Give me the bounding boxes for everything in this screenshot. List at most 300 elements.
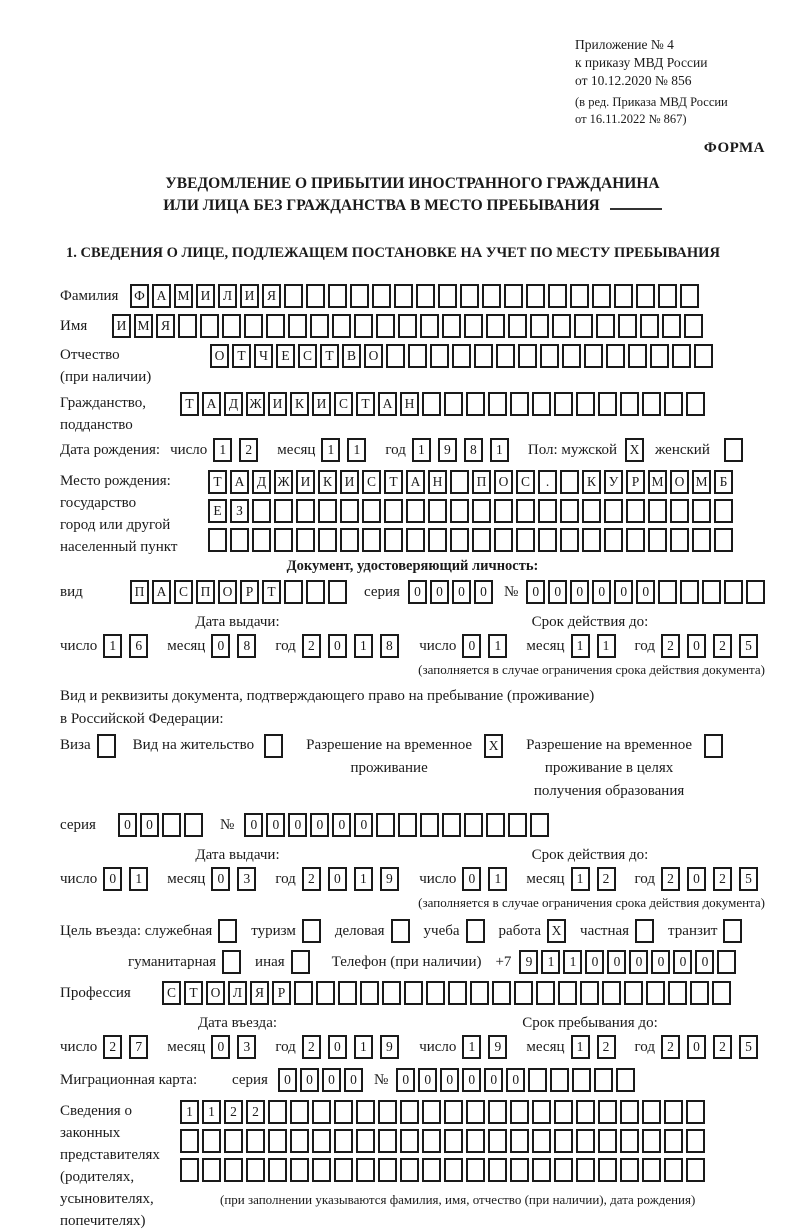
- char-box[interactable]: [450, 528, 469, 552]
- char-box[interactable]: [444, 1100, 463, 1124]
- char-box[interactable]: [554, 392, 573, 416]
- char-box[interactable]: [598, 392, 617, 416]
- char-box[interactable]: Л: [218, 284, 237, 308]
- char-box[interactable]: [554, 1129, 573, 1153]
- char-box[interactable]: [494, 499, 513, 523]
- char-box[interactable]: [488, 1100, 507, 1124]
- char-box[interactable]: 0: [118, 813, 137, 837]
- char-box[interactable]: 0: [462, 634, 481, 658]
- char-box[interactable]: [318, 499, 337, 523]
- char-box[interactable]: Л: [228, 981, 247, 1005]
- char-box[interactable]: [694, 344, 713, 368]
- char-box[interactable]: 0: [484, 1068, 503, 1092]
- char-box[interactable]: [428, 499, 447, 523]
- char-box[interactable]: 1: [571, 867, 590, 891]
- char-box[interactable]: [472, 528, 491, 552]
- char-box[interactable]: 0: [506, 1068, 525, 1092]
- char-box[interactable]: [316, 981, 335, 1005]
- char-box[interactable]: [724, 438, 743, 462]
- char-box[interactable]: [422, 1100, 441, 1124]
- char-box[interactable]: А: [152, 284, 171, 308]
- char-box[interactable]: И: [112, 314, 131, 338]
- char-box[interactable]: [532, 1129, 551, 1153]
- char-box[interactable]: [642, 392, 661, 416]
- char-box[interactable]: [504, 284, 523, 308]
- char-box[interactable]: 0: [211, 634, 230, 658]
- char-box[interactable]: 2: [302, 634, 321, 658]
- char-box[interactable]: 8: [237, 634, 256, 658]
- char-box[interactable]: 0: [328, 1035, 347, 1059]
- char-box[interactable]: [486, 813, 505, 837]
- char-box[interactable]: О: [670, 470, 689, 494]
- char-box[interactable]: О: [218, 580, 237, 604]
- char-box[interactable]: 0: [211, 867, 230, 891]
- char-box[interactable]: 0: [592, 580, 611, 604]
- char-box[interactable]: [570, 284, 589, 308]
- char-box[interactable]: З: [230, 499, 249, 523]
- char-box[interactable]: [406, 528, 425, 552]
- char-box[interactable]: [372, 284, 391, 308]
- char-box[interactable]: [290, 1100, 309, 1124]
- char-box[interactable]: [284, 580, 303, 604]
- char-box[interactable]: [378, 1158, 397, 1182]
- char-box[interactable]: Е: [208, 499, 227, 523]
- char-box[interactable]: [560, 470, 579, 494]
- char-box[interactable]: [516, 528, 535, 552]
- char-box[interactable]: [162, 813, 181, 837]
- char-box[interactable]: 1: [597, 634, 616, 658]
- char-box[interactable]: [692, 528, 711, 552]
- char-box[interactable]: [328, 284, 347, 308]
- char-box[interactable]: 9: [380, 1035, 399, 1059]
- char-box[interactable]: 5: [739, 1035, 758, 1059]
- char-box[interactable]: [274, 499, 293, 523]
- char-box[interactable]: [714, 499, 733, 523]
- char-box[interactable]: [334, 1129, 353, 1153]
- char-box[interactable]: 0: [328, 867, 347, 891]
- char-box[interactable]: 0: [673, 950, 692, 974]
- char-box[interactable]: [290, 1158, 309, 1182]
- char-box[interactable]: [296, 499, 315, 523]
- char-box[interactable]: [642, 1158, 661, 1182]
- char-box[interactable]: [350, 284, 369, 308]
- char-box[interactable]: [518, 344, 537, 368]
- char-box[interactable]: [356, 1100, 375, 1124]
- char-box[interactable]: [664, 1129, 683, 1153]
- char-box[interactable]: [464, 314, 483, 338]
- char-box[interactable]: С: [516, 470, 535, 494]
- char-box[interactable]: [266, 314, 285, 338]
- char-box[interactable]: 0: [344, 1068, 363, 1092]
- char-box[interactable]: 0: [687, 634, 706, 658]
- char-box[interactable]: [554, 1100, 573, 1124]
- char-box[interactable]: П: [472, 470, 491, 494]
- char-box[interactable]: [202, 1158, 221, 1182]
- char-box[interactable]: 0: [636, 580, 655, 604]
- char-box[interactable]: 0: [570, 580, 589, 604]
- char-box[interactable]: [438, 284, 457, 308]
- char-box[interactable]: А: [152, 580, 171, 604]
- char-box[interactable]: [448, 981, 467, 1005]
- char-box[interactable]: 2: [597, 867, 616, 891]
- char-box[interactable]: [360, 981, 379, 1005]
- char-box[interactable]: [664, 1100, 683, 1124]
- char-box[interactable]: 0: [629, 950, 648, 974]
- char-box[interactable]: 2: [713, 1035, 732, 1059]
- char-box[interactable]: [334, 1100, 353, 1124]
- char-box[interactable]: X: [547, 919, 566, 943]
- char-box[interactable]: 1: [213, 438, 232, 462]
- char-box[interactable]: [376, 813, 395, 837]
- char-box[interactable]: [492, 981, 511, 1005]
- char-box[interactable]: X: [625, 438, 644, 462]
- char-box[interactable]: 9: [380, 867, 399, 891]
- char-box[interactable]: [648, 499, 667, 523]
- char-box[interactable]: [268, 1100, 287, 1124]
- char-box[interactable]: Я: [250, 981, 269, 1005]
- char-box[interactable]: И: [240, 284, 259, 308]
- char-box[interactable]: 0: [322, 1068, 341, 1092]
- char-box[interactable]: 1: [103, 634, 122, 658]
- char-box[interactable]: [496, 344, 515, 368]
- char-box[interactable]: [312, 1158, 331, 1182]
- char-box[interactable]: [510, 1158, 529, 1182]
- char-box[interactable]: [422, 1129, 441, 1153]
- char-box[interactable]: [662, 314, 681, 338]
- char-box[interactable]: 9: [488, 1035, 507, 1059]
- char-box[interactable]: И: [340, 470, 359, 494]
- char-box[interactable]: Т: [262, 580, 281, 604]
- char-box[interactable]: [340, 499, 359, 523]
- char-box[interactable]: [640, 314, 659, 338]
- char-box[interactable]: 3: [237, 1035, 256, 1059]
- char-box[interactable]: [378, 1129, 397, 1153]
- char-box[interactable]: С: [162, 981, 181, 1005]
- char-box[interactable]: 6: [129, 634, 148, 658]
- char-box[interactable]: [384, 528, 403, 552]
- char-box[interactable]: [576, 392, 595, 416]
- char-box[interactable]: [274, 528, 293, 552]
- char-box[interactable]: 1: [354, 867, 373, 891]
- char-box[interactable]: И: [196, 284, 215, 308]
- char-box[interactable]: [444, 392, 463, 416]
- char-box[interactable]: 3: [237, 867, 256, 891]
- char-box[interactable]: [582, 528, 601, 552]
- char-box[interactable]: [208, 528, 227, 552]
- char-box[interactable]: 0: [440, 1068, 459, 1092]
- char-box[interactable]: [704, 734, 723, 758]
- char-box[interactable]: [692, 499, 711, 523]
- char-box[interactable]: А: [406, 470, 425, 494]
- char-box[interactable]: [724, 580, 743, 604]
- char-box[interactable]: 2: [246, 1100, 265, 1124]
- char-box[interactable]: 0: [462, 867, 481, 891]
- char-box[interactable]: [362, 528, 381, 552]
- char-box[interactable]: Т: [180, 392, 199, 416]
- char-box[interactable]: С: [174, 580, 193, 604]
- char-box[interactable]: [604, 528, 623, 552]
- char-box[interactable]: 0: [300, 1068, 319, 1092]
- char-box[interactable]: [635, 919, 654, 943]
- char-box[interactable]: 0: [585, 950, 604, 974]
- char-box[interactable]: [646, 981, 665, 1005]
- char-box[interactable]: 8: [380, 634, 399, 658]
- char-box[interactable]: [650, 344, 669, 368]
- char-box[interactable]: [180, 1129, 199, 1153]
- char-box[interactable]: [576, 1129, 595, 1153]
- char-box[interactable]: [562, 344, 581, 368]
- char-box[interactable]: 5: [739, 634, 758, 658]
- char-box[interactable]: [670, 499, 689, 523]
- char-box[interactable]: [384, 499, 403, 523]
- char-box[interactable]: [202, 1129, 221, 1153]
- char-box[interactable]: [604, 499, 623, 523]
- char-box[interactable]: 9: [438, 438, 457, 462]
- char-box[interactable]: [420, 813, 439, 837]
- char-box[interactable]: [602, 981, 621, 1005]
- char-box[interactable]: С: [298, 344, 317, 368]
- char-box[interactable]: [306, 580, 325, 604]
- char-box[interactable]: 1: [412, 438, 431, 462]
- char-box[interactable]: [294, 981, 313, 1005]
- char-box[interactable]: [252, 499, 271, 523]
- char-box[interactable]: [714, 528, 733, 552]
- char-box[interactable]: 2: [224, 1100, 243, 1124]
- char-box[interactable]: Т: [384, 470, 403, 494]
- char-box[interactable]: [620, 392, 639, 416]
- char-box[interactable]: 2: [661, 1035, 680, 1059]
- char-box[interactable]: [442, 813, 461, 837]
- char-box[interactable]: [184, 813, 203, 837]
- char-box[interactable]: [642, 1100, 661, 1124]
- char-box[interactable]: Т: [184, 981, 203, 1005]
- char-box[interactable]: П: [130, 580, 149, 604]
- char-box[interactable]: [550, 1068, 569, 1092]
- char-box[interactable]: [466, 919, 485, 943]
- char-box[interactable]: 8: [464, 438, 483, 462]
- char-box[interactable]: [224, 1158, 243, 1182]
- char-box[interactable]: [530, 314, 549, 338]
- char-box[interactable]: [658, 580, 677, 604]
- char-box[interactable]: [376, 314, 395, 338]
- char-box[interactable]: [532, 1100, 551, 1124]
- char-box[interactable]: Т: [356, 392, 375, 416]
- char-box[interactable]: [598, 1158, 617, 1182]
- char-box[interactable]: [648, 528, 667, 552]
- char-box[interactable]: [356, 1129, 375, 1153]
- char-box[interactable]: 2: [302, 867, 321, 891]
- char-box[interactable]: П: [196, 580, 215, 604]
- char-box[interactable]: [580, 981, 599, 1005]
- char-box[interactable]: 2: [661, 634, 680, 658]
- char-box[interactable]: 1: [563, 950, 582, 974]
- char-box[interactable]: [460, 284, 479, 308]
- char-box[interactable]: 0: [548, 580, 567, 604]
- char-box[interactable]: Т: [232, 344, 251, 368]
- char-box[interactable]: 1: [347, 438, 366, 462]
- char-box[interactable]: [582, 499, 601, 523]
- char-box[interactable]: [552, 314, 571, 338]
- char-box[interactable]: 2: [713, 634, 732, 658]
- char-box[interactable]: [592, 284, 611, 308]
- char-box[interactable]: [246, 1129, 265, 1153]
- char-box[interactable]: Т: [208, 470, 227, 494]
- char-box[interactable]: [452, 344, 471, 368]
- char-box[interactable]: [614, 284, 633, 308]
- char-box[interactable]: К: [582, 470, 601, 494]
- char-box[interactable]: [620, 1100, 639, 1124]
- char-box[interactable]: [404, 981, 423, 1005]
- char-box[interactable]: 0: [278, 1068, 297, 1092]
- char-box[interactable]: [560, 499, 579, 523]
- char-box[interactable]: [332, 314, 351, 338]
- char-box[interactable]: [218, 919, 237, 943]
- char-box[interactable]: К: [318, 470, 337, 494]
- char-box[interactable]: [264, 734, 283, 758]
- char-box[interactable]: 0: [430, 580, 449, 604]
- char-box[interactable]: 0: [651, 950, 670, 974]
- char-box[interactable]: 0: [695, 950, 714, 974]
- char-box[interactable]: [526, 284, 545, 308]
- char-box[interactable]: [686, 1100, 705, 1124]
- char-box[interactable]: 1: [354, 1035, 373, 1059]
- char-box[interactable]: [97, 734, 116, 758]
- char-box[interactable]: 1: [488, 634, 507, 658]
- char-box[interactable]: С: [334, 392, 353, 416]
- char-box[interactable]: 0: [474, 580, 493, 604]
- char-box[interactable]: [246, 1158, 265, 1182]
- char-box[interactable]: [680, 284, 699, 308]
- char-box[interactable]: [470, 981, 489, 1005]
- char-box[interactable]: [620, 1158, 639, 1182]
- char-box[interactable]: [628, 344, 647, 368]
- char-box[interactable]: [230, 528, 249, 552]
- char-box[interactable]: [618, 314, 637, 338]
- char-box[interactable]: [712, 981, 731, 1005]
- char-box[interactable]: Е: [276, 344, 295, 368]
- char-box[interactable]: Н: [428, 470, 447, 494]
- char-box[interactable]: 7: [129, 1035, 148, 1059]
- char-box[interactable]: 0: [462, 1068, 481, 1092]
- char-box[interactable]: [291, 950, 310, 974]
- char-box[interactable]: [528, 1068, 547, 1092]
- char-box[interactable]: [530, 813, 549, 837]
- char-box[interactable]: А: [230, 470, 249, 494]
- char-box[interactable]: [540, 344, 559, 368]
- char-box[interactable]: [672, 344, 691, 368]
- char-box[interactable]: Р: [240, 580, 259, 604]
- char-box[interactable]: И: [296, 470, 315, 494]
- char-box[interactable]: [626, 528, 645, 552]
- char-box[interactable]: [472, 499, 491, 523]
- char-box[interactable]: [596, 314, 615, 338]
- char-box[interactable]: [422, 392, 441, 416]
- char-box[interactable]: 0: [452, 580, 471, 604]
- char-box[interactable]: В: [342, 344, 361, 368]
- char-box[interactable]: Ф: [130, 284, 149, 308]
- char-box[interactable]: А: [378, 392, 397, 416]
- char-box[interactable]: [312, 1100, 331, 1124]
- char-box[interactable]: [690, 981, 709, 1005]
- char-box[interactable]: [558, 981, 577, 1005]
- char-box[interactable]: [466, 1158, 485, 1182]
- char-box[interactable]: [494, 528, 513, 552]
- char-box[interactable]: [466, 392, 485, 416]
- char-box[interactable]: 2: [597, 1035, 616, 1059]
- char-box[interactable]: [386, 344, 405, 368]
- char-box[interactable]: 0: [310, 813, 329, 837]
- char-box[interactable]: О: [210, 344, 229, 368]
- char-box[interactable]: О: [206, 981, 225, 1005]
- char-box[interactable]: Д: [224, 392, 243, 416]
- char-box[interactable]: [268, 1158, 287, 1182]
- char-box[interactable]: [516, 499, 535, 523]
- char-box[interactable]: 1: [354, 634, 373, 658]
- char-box[interactable]: 1: [490, 438, 509, 462]
- char-box[interactable]: 1: [202, 1100, 221, 1124]
- char-box[interactable]: 0: [140, 813, 159, 837]
- char-box[interactable]: .: [538, 470, 557, 494]
- char-box[interactable]: [428, 528, 447, 552]
- char-box[interactable]: [222, 950, 241, 974]
- char-box[interactable]: [560, 528, 579, 552]
- char-box[interactable]: [572, 1068, 591, 1092]
- char-box[interactable]: [532, 392, 551, 416]
- char-box[interactable]: [244, 314, 263, 338]
- char-box[interactable]: 0: [103, 867, 122, 891]
- char-box[interactable]: О: [364, 344, 383, 368]
- char-box[interactable]: [416, 284, 435, 308]
- char-box[interactable]: [312, 1129, 331, 1153]
- char-box[interactable]: [488, 1129, 507, 1153]
- char-box[interactable]: А: [202, 392, 221, 416]
- char-box[interactable]: [723, 919, 742, 943]
- char-box[interactable]: [394, 284, 413, 308]
- char-box[interactable]: 0: [614, 580, 633, 604]
- char-box[interactable]: [444, 1158, 463, 1182]
- char-box[interactable]: [354, 314, 373, 338]
- char-box[interactable]: [178, 314, 197, 338]
- char-box[interactable]: [356, 1158, 375, 1182]
- char-box[interactable]: [576, 1158, 595, 1182]
- char-box[interactable]: [538, 528, 557, 552]
- char-box[interactable]: [340, 528, 359, 552]
- char-box[interactable]: [538, 499, 557, 523]
- char-box[interactable]: [268, 1129, 287, 1153]
- char-box[interactable]: [338, 981, 357, 1005]
- char-box[interactable]: [746, 580, 765, 604]
- char-box[interactable]: 0: [244, 813, 263, 837]
- char-box[interactable]: М: [692, 470, 711, 494]
- char-box[interactable]: [408, 344, 427, 368]
- char-box[interactable]: [466, 1100, 485, 1124]
- char-box[interactable]: [598, 1100, 617, 1124]
- char-box[interactable]: 0: [354, 813, 373, 837]
- char-box[interactable]: 0: [328, 634, 347, 658]
- char-box[interactable]: [328, 580, 347, 604]
- char-box[interactable]: [252, 528, 271, 552]
- char-box[interactable]: 1: [462, 1035, 481, 1059]
- char-box[interactable]: [400, 1100, 419, 1124]
- char-box[interactable]: 2: [713, 867, 732, 891]
- char-box[interactable]: [680, 580, 699, 604]
- char-box[interactable]: [686, 1158, 705, 1182]
- char-box[interactable]: [642, 1129, 661, 1153]
- char-box[interactable]: [450, 499, 469, 523]
- char-box[interactable]: [508, 314, 527, 338]
- char-box[interactable]: [584, 344, 603, 368]
- char-box[interactable]: [554, 1158, 573, 1182]
